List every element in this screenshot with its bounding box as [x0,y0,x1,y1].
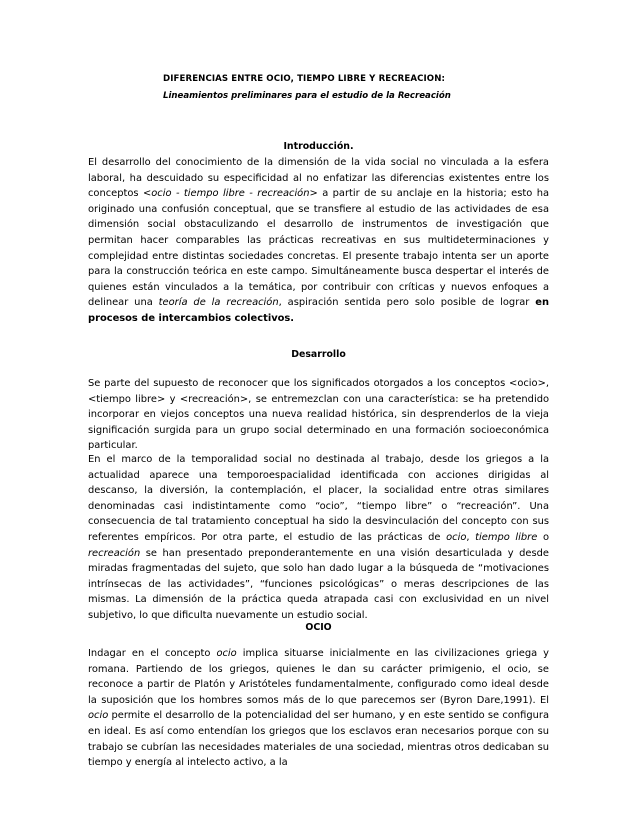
ocio-text-2: implica situarse inicialmente en las civilizaciones griega y romana. Partiendo de los griegos, quienes le dan su carácter primigenio, el ocio, se reconoce a partir de Platón y Aristóteles fundamentalmente, configurado como ideal desde la suposición que los hombres somos más de lo que parecemos ser (Byron Dare,1991). El [88,648,550,706]
desarrollo-recreacion-italic: recreación [88,547,141,559]
intro-text-3: , aspiración sentida pero solo posible de lograr [278,297,536,309]
desarrollo-paragraph-1: Se parte del supuesto de reconocer que los significados otorgados a los conceptos <ocio>, <tiempo libre> y <recreación>, se entremezclan con una característica: se ha pretendido incorporar en viejos conceptos una nueva realidad histórica, sin desprenderlos de la vieja significación surgida para un grupo social determinado en una formación socioeconómica particular. [88,378,549,452]
intro-heading: Introducción. [283,141,354,152]
ocio-text-3: permite el desarrollo de la potencialidad del ser humano, y en este sentido se configura en ideal. Es así como entendían los griegos que los esclavos eran necesarios porque con su trabajo se cubrían las necesidades materiales de una sociedad, mientras otros dedicaban su tiempo y energía al intelecto activo, a la [88,710,549,769]
desarrollo-tiempo-libre-italic: tiempo libre [475,531,538,543]
intro-text-1: El desarrollo del conocimiento de la dimensión de la vida social no vinculada a la esfera laboral, ha descuidado su especificidad al no enfatizar las diferencias existentes entre los conceptos < [88,157,549,200]
desarrollo-text-1: En el marco de la temporalidad social no destinada al trabajo, desde los griegos a la actualidad aparece una temporoespacialidad identificada con acciones dirigidas al descanso, la diversión, la contemplación, el placer, la socialidad entre otras similares denominadas casi indistintamente como “ocio”, “tiempo libre” o “recreación”. Una consecuencia de tal tratamiento conceptual ha sido la desvinculación del concepto con sus referentes empíricos. Por otra parte, el estudio de las prácticas de [88,454,549,543]
ocio-paragraph [88,646,549,771]
desarrollo-text-3: o [537,531,549,543]
intro-text-2: > a partir de su anclaje en la historia; esto ha originado una confusión conceptual, que se transfiere al estudio de las actividades de esa dimensión social obstaculizando el desarrollo de instrumentos de investigación que permitan hacer comparables las prácticas recreativas en sus multideterminaciones y complejidad entre distintas sociedades concretas. El presente trabajo intenta ser un aporte para la construcción teórica en este campo. Simultáneamente busca despertar el interés de quienes están vinculados a la temática, por contribuir con críticas y nuevos enfoques a delinear una [88,188,549,309]
document-title: DIFERENCIAS ENTRE OCIO, TIEMPO LIBRE Y RECREACION: [163,74,446,84]
ocio-term-italic-1: ocio [216,648,237,659]
title-block [163,72,563,103]
intro-bold-phrase: en procesos de intercambios colectivos. [88,297,550,324]
desarrollo-text-4: se han presentado preponderantemente en una visión desarticulada y desde miradas fragmentadas del sujeto, que solo han dado lugar a la búsqueda de “motivaciones intrínsecas de las actividades”, “funciones psicológicas” o meras descripciones de las mismas. La dimensión de la práctica queda atrapada casi con exclusividad en un nivel subjetivo, lo que dificulta nuevamente un estudio social. [88,547,549,621]
ocio-heading: OCIO [305,622,332,633]
intro-teoria-italic: teoría de la recreación [158,297,279,309]
desarrollo-paragraph-2 [88,452,549,624]
desarrollo-heading: Desarrollo [291,349,346,360]
document-subtitle: Lineamientos preliminares para el estudio de la Recreación [163,91,451,101]
desarrollo-ocio-italic: ocio [446,531,467,543]
intro-concepts-italic: ocio - tiempo libre - recreación [151,188,310,200]
ocio-text-1: Indagar en el concepto [88,648,217,659]
ocio-term-italic-2: ocio [88,710,109,722]
intro-paragraph [88,155,549,327]
desarrollo-text-2: , [466,531,476,543]
